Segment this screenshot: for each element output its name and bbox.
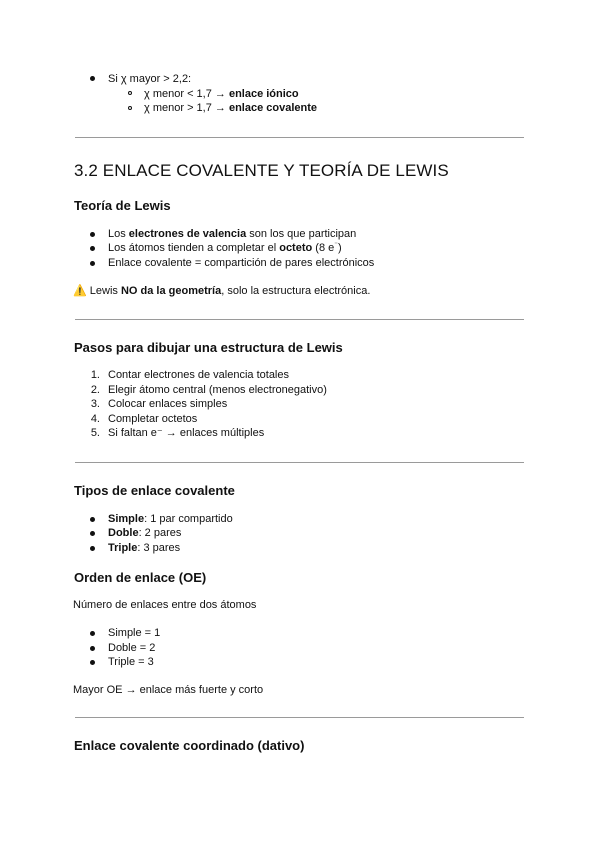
list-item xyxy=(108,541,180,555)
ordered-item: Si faltan e⁻ → enlaces múltiples xyxy=(108,427,265,439)
sub-item-bold: enlace iónico xyxy=(228,88,299,100)
list-item xyxy=(108,241,342,255)
bold-text: Simple xyxy=(108,513,145,525)
horizontal-rule xyxy=(75,319,524,320)
bullet-dot xyxy=(90,660,95,665)
bold-text: NO da la geometría xyxy=(120,285,222,297)
text: Lewis xyxy=(86,285,121,297)
text: Enlace covalente = compartición de pares electrónicos xyxy=(108,257,375,269)
bullet-dot xyxy=(90,531,95,536)
pasos-heading: Pasos para dibujar una estructura de Lewis xyxy=(74,340,343,355)
sub-bullet-circle xyxy=(128,106,132,110)
bullet-dot xyxy=(90,631,95,636)
text: , solo la estructura electrónica. xyxy=(221,285,371,297)
bold-text: Doble xyxy=(108,527,139,539)
text: ) xyxy=(337,242,342,254)
sub-item-text: χ menor < 1,7 → xyxy=(144,88,229,100)
bullet-dot xyxy=(90,246,95,251)
list-item: Triple = 3 xyxy=(108,656,154,668)
sub-list-item xyxy=(144,87,299,101)
bold-text: octeto xyxy=(279,242,313,254)
lewis-heading: Teoría de Lewis xyxy=(74,198,171,213)
sub-item-text: χ menor > 1,7 → xyxy=(144,102,229,114)
text: (8 e xyxy=(312,242,335,254)
list-number: 2. xyxy=(90,384,100,396)
horizontal-rule xyxy=(75,137,524,138)
text: : 1 par compartido xyxy=(144,513,233,525)
ordered-item: Contar electrones de valencia totales xyxy=(108,369,289,381)
warning-icon: ⚠️ xyxy=(73,285,87,297)
text: Los xyxy=(108,228,129,240)
list-number: 1. xyxy=(90,369,100,381)
bold-text: electrones de valencia xyxy=(128,228,247,240)
list-item-text: Si χ mayor > 2,2: xyxy=(108,73,192,85)
list-number: 5. xyxy=(90,427,100,439)
bullet-dot xyxy=(90,646,95,651)
text: : 2 pares xyxy=(138,527,182,539)
list-item: Doble = 2 xyxy=(108,642,156,654)
list-item: Simple = 1 xyxy=(108,627,161,639)
ordered-item: Colocar enlaces simples xyxy=(108,398,228,410)
sub-item-bold: enlace covalente xyxy=(228,102,318,114)
bold-text: Triple xyxy=(108,542,138,554)
orden-note: Mayor OE → enlace más fuerte y corto xyxy=(73,684,264,696)
superscript: ⁻ xyxy=(334,241,338,249)
bullet-dot xyxy=(90,232,95,237)
section-title: 3.2 ENLACE COVALENTE Y TEORÍA DE LEWIS xyxy=(74,161,449,180)
bullet-dot xyxy=(90,517,95,522)
list-item xyxy=(108,256,374,270)
list-number: 4. xyxy=(90,413,100,425)
list-item xyxy=(108,526,181,540)
bullet-dot xyxy=(90,546,95,551)
dativo-heading: Enlace covalente coordinado (dativo) xyxy=(74,738,305,753)
list-item xyxy=(108,72,191,86)
text: Los átomos tienden a completar el xyxy=(108,242,280,254)
bullet-dot xyxy=(90,261,95,266)
sub-list-item xyxy=(144,101,317,115)
horizontal-rule xyxy=(75,717,524,718)
list-item xyxy=(108,512,233,526)
orden-heading: Orden de enlace (OE) xyxy=(74,570,207,585)
tipos-heading: Tipos de enlace covalente xyxy=(74,483,235,498)
list-number: 3. xyxy=(90,398,100,410)
list-item xyxy=(108,227,356,241)
ordered-item: Completar octetos xyxy=(108,413,198,425)
text: son los que participan xyxy=(246,228,357,240)
warning-note xyxy=(73,284,370,298)
horizontal-rule xyxy=(75,462,524,463)
ordered-item: Elegir átomo central (menos electronegativo) xyxy=(108,384,327,396)
bullet-dot xyxy=(90,76,95,81)
sub-bullet-circle xyxy=(128,91,132,95)
text: : 3 pares xyxy=(137,542,181,554)
orden-intro: Número de enlaces entre dos átomos xyxy=(73,599,257,611)
